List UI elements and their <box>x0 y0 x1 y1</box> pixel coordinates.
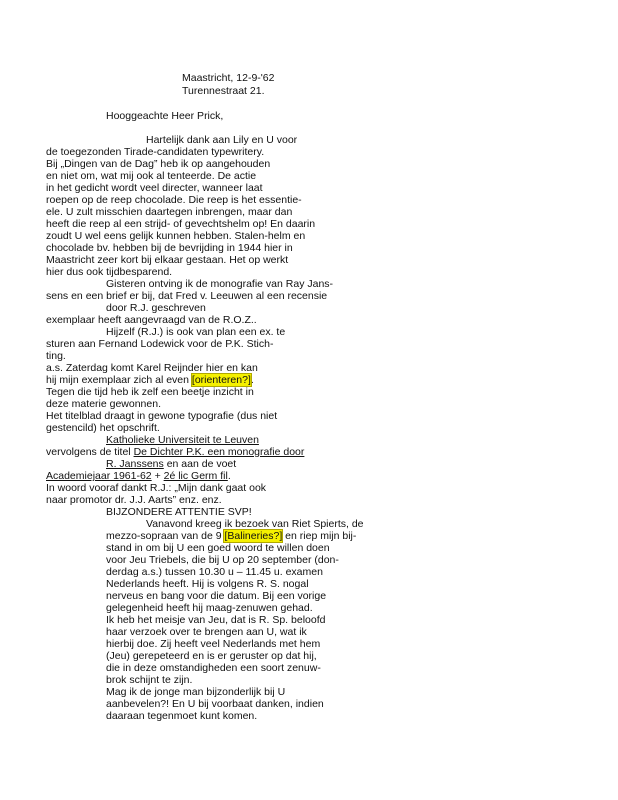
body-line: de toegezonden Tirade-candidaten typewritery. <box>46 146 265 158</box>
body-line: chocolade bv. hebben bij de bevrijding in 1944 hier in <box>46 242 293 254</box>
body-line: R. Janssens en aan de voet <box>106 458 237 470</box>
orienteren-annotation: [orienteren?] <box>191 374 251 386</box>
body-line: mezzo-sopraan van de 9 [Balineries?] en riep mijn bij- <box>106 530 357 542</box>
body-line: gestencild) het opschrift. <box>46 422 160 434</box>
body-line: hij mijn exemplaar zich al even [orienteren?]. <box>46 374 254 386</box>
academic-year: Academiejaar 1961-62 <box>46 470 152 482</box>
body-line: brok schijnt te zijn. <box>106 674 193 686</box>
body-line: Mag ik de jonge man bijzonderlijk bij U <box>106 686 286 698</box>
body-line: heeft die reep al een strijd- of gevechtshelm op! En daarin <box>46 218 316 230</box>
body-line: Gisteren ontving ik de monografie van Ray Jans- <box>106 278 334 290</box>
body-line: zoudt U wel eens gelijk kunnen hebben. Stalen-helm en <box>46 230 306 242</box>
body-line: haar verzoek over te brengen aan U, wat ik <box>106 626 307 638</box>
author-name: R. Janssens <box>106 458 164 470</box>
body-line: Tegen die tijd heb ik zelf een beetje inzicht in <box>46 386 254 398</box>
balineries-annotation: [Balineries?] <box>224 530 283 542</box>
body-line: naar promotor dr. J.J. Aarts” enz. enz. <box>46 494 222 506</box>
body-line: Hartelijk dank aan Lily en U voor <box>146 134 298 146</box>
body-line: voor Jeu Triebels, die bij U op 20 september (don- <box>106 554 339 566</box>
salutation: Hooggeachte Heer Prick, <box>106 110 224 122</box>
body-line: exemplaar heeft aangevraagd van de R.O.Z.. <box>46 314 257 326</box>
body-line: hier dus ook tijdbesparend. <box>46 266 173 278</box>
university-title: Katholieke Universiteit te Leuven <box>106 434 259 446</box>
body-line: Ik heb het meisje van Jeu, dat is R. Sp. beloofd <box>106 614 326 626</box>
body-line: vervolgens de titel De Dichter P.K. een monografie door <box>46 446 305 458</box>
street-address: Turennestraat 21. <box>182 85 265 97</box>
body-line: In woord vooraf dankt R.J.: „Mijn dank gaat ook <box>46 482 267 494</box>
body-line: Hijzelf (R.J.) is ook van plan een ex. te <box>106 326 286 338</box>
body-line: derdag a.s.) tussen 10.30 u – 11.45 u. examen <box>106 566 323 578</box>
body-line: Vanavond kreeg ik bezoek van Riet Spierts, de <box>146 518 364 530</box>
body-line: in het gedicht wordt veel directer, wanneer laat <box>46 182 263 194</box>
body-line: Academiejaar 1961-62 + 2é lic Germ fil. <box>46 470 231 482</box>
body-line: roepen op de reep chocolade. Die reep is het essentie- <box>46 194 302 206</box>
body-line: daaraan tegenmoet kunt komen. <box>106 710 258 722</box>
book-title: De Dichter P.K. een monografie door <box>133 446 305 458</box>
body-line: hierbij doe. Zij heeft veel Nederlands met hem <box>106 638 321 650</box>
body-line: Bij „Dingen van de Dag” heb ik op aangehouden <box>46 158 271 170</box>
body-line: en niet om, wat mij ook al tenteerde. De actie <box>46 170 257 182</box>
body-line: gelegenheid heeft hij maag-zenuwen gehad. <box>106 602 313 614</box>
body-line: Maastricht zeer kort bij elkaar gestaan. Het op werkt <box>46 254 289 266</box>
licentiate: 2é lic Germ fil <box>163 470 228 482</box>
body-line: die in deze omstandigheden een soort zenuw- <box>106 662 321 674</box>
body-line: sturen aan Fernand Lodewick voor de P.K. Stich- <box>46 338 274 350</box>
attention-heading: BIJZONDERE ATTENTIE SVP! <box>106 506 252 518</box>
body-line: Het titelblad draagt in gewone typografie (dus niet <box>46 410 278 422</box>
body-line: a.s. Zaterdag komt Karel Reijnder hier en kan <box>46 362 258 374</box>
place-date: Maastricht, 12-9-'62 <box>182 72 275 84</box>
body-line: Nederlands heeft. Hij is volgens R. S. nogal <box>106 578 309 590</box>
body-line: sens en een brief er bij, dat Fred v. Leeuwen al een recensie <box>46 290 328 302</box>
body-line: (Jeu) gerepeteerd en is er geruster op dat hij, <box>106 650 317 662</box>
body-line: aanbevelen?! En U bij voorbaat danken, indien <box>106 698 324 710</box>
body-line: nerveus en bang voor die datum. Bij een vorige <box>106 590 327 602</box>
body-line: deze materie gewonnen. <box>46 398 161 410</box>
body-line: stand in om bij U een goed woord te willen doen <box>106 542 330 554</box>
body-line: ele. U zult misschien daartegen inbrengen, maar dan <box>46 206 293 218</box>
body-line: door R.J. geschreven <box>106 302 206 314</box>
body-line: ting. <box>46 350 66 362</box>
